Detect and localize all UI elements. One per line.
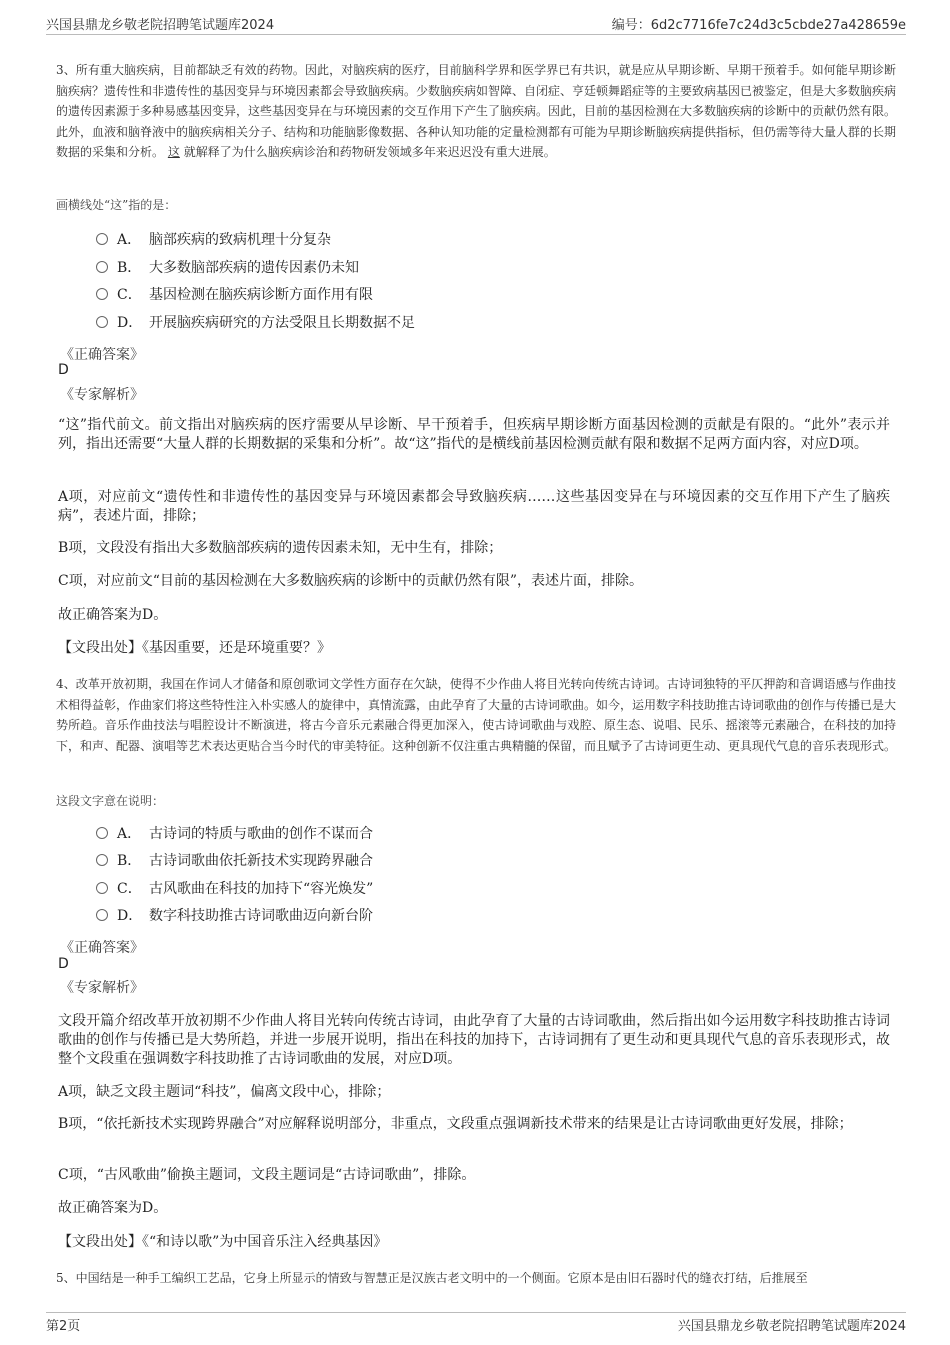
- footer-doc-title: 兴国县鼎龙乡敬老院招聘笔试题库2024: [677, 1319, 906, 1334]
- radio-icon[interactable]: [96, 288, 108, 300]
- radio-icon[interactable]: [96, 854, 108, 866]
- q4-answer-label: 《正确答案》: [60, 940, 144, 956]
- q3-underlined-word: 这: [167, 145, 180, 159]
- q5-passage: 5、中国结是一种手工编织工艺品，它身上所显示的情致与智慧正是汉族古老文明中的一个侧面。它原本是由旧石器时代的缝衣打结，后推展至: [56, 1271, 808, 1285]
- radio-icon[interactable]: [96, 909, 108, 921]
- q3-answer: D: [58, 362, 69, 378]
- radio-icon[interactable]: [96, 827, 108, 839]
- q3-answer-label: 《正确答案》: [60, 347, 144, 363]
- q3-analysis-para: A项，对应前文“遗传性和非遗传性的基因变异与环境因素都会导致脑疾病……这些基因变异在与环境因素的交互作用下产生了脑疾病”，表述片面，排除；: [58, 489, 890, 524]
- q4-analysis-para: 文段开篇介绍改革开放初期不少作曲人将目光转向传统古诗词，由此孕育了大量的古诗词歌曲，然后指出如今运用数字科技助推古诗词歌曲的创作与传播已是大势所趋，并进一步展开说明，指出在科技的加持下，古诗词拥有了更生动和更具现代气息的音乐表现形式，故整个文段重在强调数字科技助推了古诗词歌曲的发展，对应D项。: [58, 1013, 890, 1067]
- q4-analysis-para: A项，缺乏文段主题词“科技”，偏离文段中心，排除；: [58, 1084, 391, 1100]
- q3-analysis-para: B项，文段没有指出大多数脑部疾病的遗传因素未知，无中生有，排除；: [58, 540, 503, 556]
- q3-option-c[interactable]: C． 基因检测在脑疾病诊断方面作用有限: [96, 284, 373, 306]
- header-doc-title: 兴国县鼎龙乡敬老院招聘笔试题库2024: [46, 18, 275, 33]
- q4-option-a[interactable]: A． 古诗词的特质与歌曲的创作不谋而合: [96, 823, 373, 845]
- header-doc-id: 编号：6d2c7716fe7c24d3c5cbde27a428659e: [611, 18, 906, 33]
- page-header: [46, 14, 906, 35]
- q4-question: 这段文字意在说明：: [56, 794, 165, 808]
- q3-analysis-para: C项，对应前文“目前的基因检测在大多数脑疾病的诊断中的贡献仍然有限”，表述片面，排除。: [58, 573, 644, 589]
- q4-analysis-para: B项，“依托新技术实现跨界融合”对应解释说明部分，非重点，文段重点强调新技术带来的结果是让古诗词歌曲更好发展，排除；: [58, 1116, 853, 1132]
- q4-option-d[interactable]: D． 数字科技助推古诗词歌曲迈向新台阶: [96, 905, 373, 927]
- q4-analysis-para: 故正确答案为D。: [58, 1200, 168, 1216]
- q3-analysis-label: 《专家解析》: [60, 387, 144, 403]
- q3-option-a[interactable]: A． 脑部疾病的致病机理十分复杂: [96, 229, 331, 251]
- page-number: 第2页: [46, 1319, 81, 1334]
- radio-icon[interactable]: [96, 316, 108, 328]
- q3-analysis-para: “这”指代前文。前文指出对脑疾病的医疗需要从早诊断、早干预着手，但疾病早期诊断方面基因检测的贡献是有限的。“此外”表示并列，指出还需要“大量人群的长期数据的采集和分析”。故“这”指代的是横线前基因检测贡献有限和数据不足两方面内容，对应D项。: [58, 417, 890, 452]
- radio-icon[interactable]: [96, 261, 108, 273]
- q3-source: 【文段出处】《基因重要，还是环境重要？》: [58, 640, 331, 656]
- q4-option-c[interactable]: C． 古风歌曲在科技的加持下“容光焕发”: [96, 878, 373, 900]
- q3-analysis-para: 故正确答案为D。: [58, 607, 168, 623]
- q3-question: 画横线处“这”指的是：: [56, 198, 177, 212]
- page-footer: [46, 1312, 906, 1335]
- q3-option-d[interactable]: D． 开展脑疾病研究的方法受限且长期数据不足: [96, 312, 415, 334]
- q3-passage: 3、所有重大脑疾病，目前都缺乏有效的药物。因此，对脑疾病的医疗，目前脑科学界和医学界已有共识，就是应从早期诊断、早期干预着手。如何能早期诊断脑疾病？遗传性和非遗传性的基因变异与环境因素都会导致脑疾病。少数脑疾病如智障、自闭症、亨廷顿舞蹈症等的主要致病基因已被鉴定，但是大多数脑疾病的遗传因素源于多种易感基因变异，这些基因变异在与环境因素的交互作用下产生了脑疾病。因此，目前的基因检测在大多数脑疾病的诊断中的贡献仍然有限。此外，血液和脑脊液中的脑疾病相关分子、结构和功能脑影像数据、各种认知功能的定量检测都有可能为早期诊断脑疾病提供指标，但仍需等待大量人群的长期数据的采集和分析。 这 就解释了为什么脑疾病诊治和药物研发领域多年来迟迟没有重大进展。: [56, 63, 897, 159]
- q4-option-b[interactable]: B． 古诗词歌曲依托新技术实现跨界融合: [96, 850, 373, 872]
- q3-option-b[interactable]: B． 大多数脑部疾病的遗传因素仍未知: [96, 257, 359, 279]
- q4-analysis-label: 《专家解析》: [60, 980, 144, 996]
- q4-analysis-para: C项，“古风歌曲”偷换主题词，文段主题词是“古诗词歌曲”，排除。: [58, 1167, 476, 1183]
- radio-icon[interactable]: [96, 882, 108, 894]
- q4-passage: 4、改革开放初期，我国在作词人才储备和原创歌词文学性方面存在欠缺，使得不少作曲人将目光转向传统古诗词。古诗词独特的平仄押韵和音调语感与作曲技术相得益彰，作曲家们将这些特性注入朴实感人的旋律中，真情流露，由此孕育了大量的古诗词歌曲。如今，运用数字科技助推古诗词歌曲的创作与传播已是大势所趋。音乐作曲技法与唱腔设计不断演进，将古今音乐元素融合得更加深入，使古诗词歌曲与戏腔、原生态、说唱、民乐、摇滚等元素融合，在科技的加持下，和声、配器、演唱等艺术表达更贴合当今时代的审美特征。这种创新不仅注重古典精髓的保留，而且赋予了古诗词更生动、更具现代气息的音乐表现形式。: [56, 677, 897, 753]
- q4-source: 【文段出处】《“和诗以歌”为中国音乐注入经典基因》: [58, 1234, 388, 1250]
- q4-answer: D: [58, 956, 69, 972]
- radio-icon[interactable]: [96, 233, 108, 245]
